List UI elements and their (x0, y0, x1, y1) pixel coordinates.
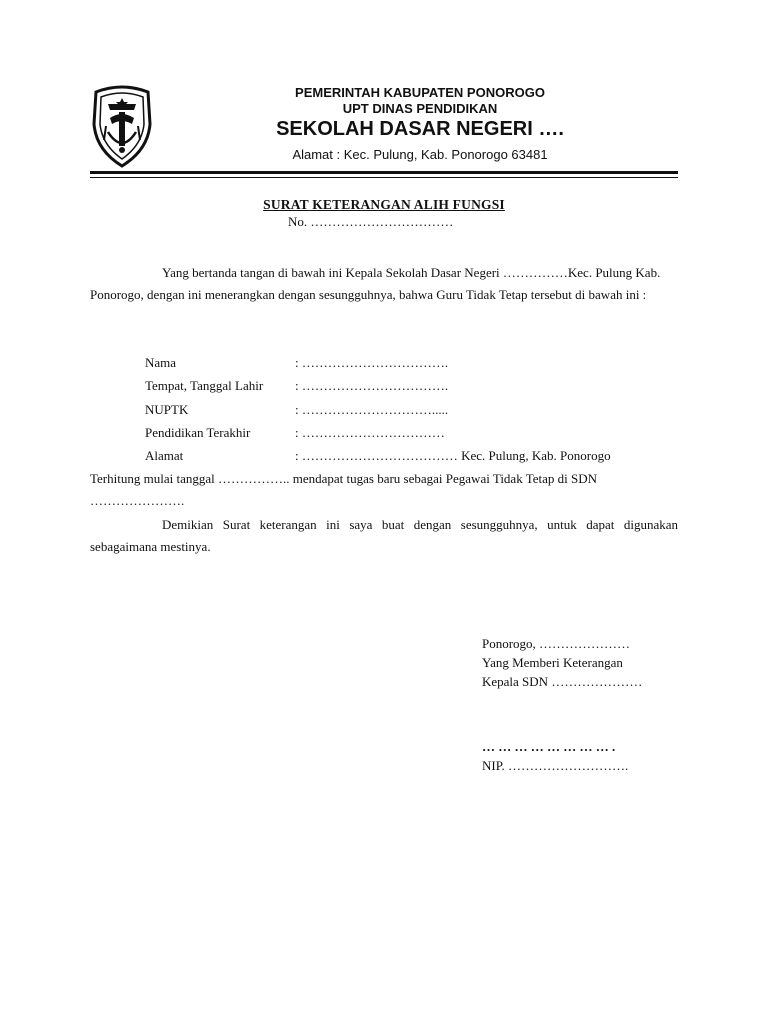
intro-paragraph: Yang bertanda tangan di bawah ini Kepala Sekolah Dasar Negeri ……………Kec. Pulung Kab. Ponorogo, dengan ini menerangkan dengan sesungguhnya, bahwa Guru Tidak Tetap tersebut di bawah ini : (90, 265, 661, 302)
field-row-tempat-tanggal-lahir (145, 378, 448, 394)
school-address: Alamat : Kec. Pulung, Kab. Ponorogo 63481 (292, 147, 548, 162)
letterhead-divider-thin (90, 177, 678, 178)
field-value: : …………………………… (295, 425, 445, 440)
field-value: : ……………………………… Kec. Pulung, Kab. Ponorogo (295, 448, 611, 463)
signature-role: Yang Memberi Keterangan (482, 655, 623, 670)
field-row-nama (145, 355, 448, 371)
assignment-paragraph: Terhitung mulai tanggal …………….. mendapat tugas baru sebagai Pegawai Tidak Tetap di SDN …………………. (90, 471, 598, 508)
signature-place-date: Ponorogo, ………………… (482, 636, 631, 651)
field-value: : ……………………………. (295, 355, 449, 370)
document-number: No. …………………………… (288, 214, 454, 229)
signature-position: Kepala SDN ………………… (482, 674, 643, 689)
field-value: : …………………………..... (295, 402, 449, 417)
letterhead-divider-thick (90, 171, 678, 174)
field-row-pendidikan-terakhir (145, 425, 445, 441)
government-name: PEMERINTAH KABUPATEN PONOROGO (295, 85, 545, 100)
office-name: UPT DINAS PENDIDIKAN (342, 101, 498, 116)
field-label: Nama (145, 355, 177, 370)
signatory-name: … … … … … … … … . (482, 739, 616, 754)
field-value: : ……………………………. (295, 378, 449, 393)
school-name: SEKOLAH DASAR NEGERI …. (276, 118, 564, 140)
ponorogo-regency-emblem-icon (90, 84, 154, 168)
field-row-nuptk (145, 402, 448, 418)
field-label: Tempat, Tanggal Lahir (145, 378, 264, 393)
field-label: Alamat (145, 448, 184, 463)
closing-paragraph: Demikian Surat keterangan ini saya buat dengan sesungguhnya, untuk dapat digunakan sebagaimana mestinya. (90, 517, 678, 554)
signatory-nip: NIP. ………………………. (482, 758, 629, 773)
field-row-alamat (145, 448, 611, 464)
document-title: SURAT KETERANGAN ALIH FUNGSI (263, 197, 505, 212)
field-label: Pendidikan Terakhir (145, 425, 251, 440)
field-label: NUPTK (145, 402, 189, 417)
